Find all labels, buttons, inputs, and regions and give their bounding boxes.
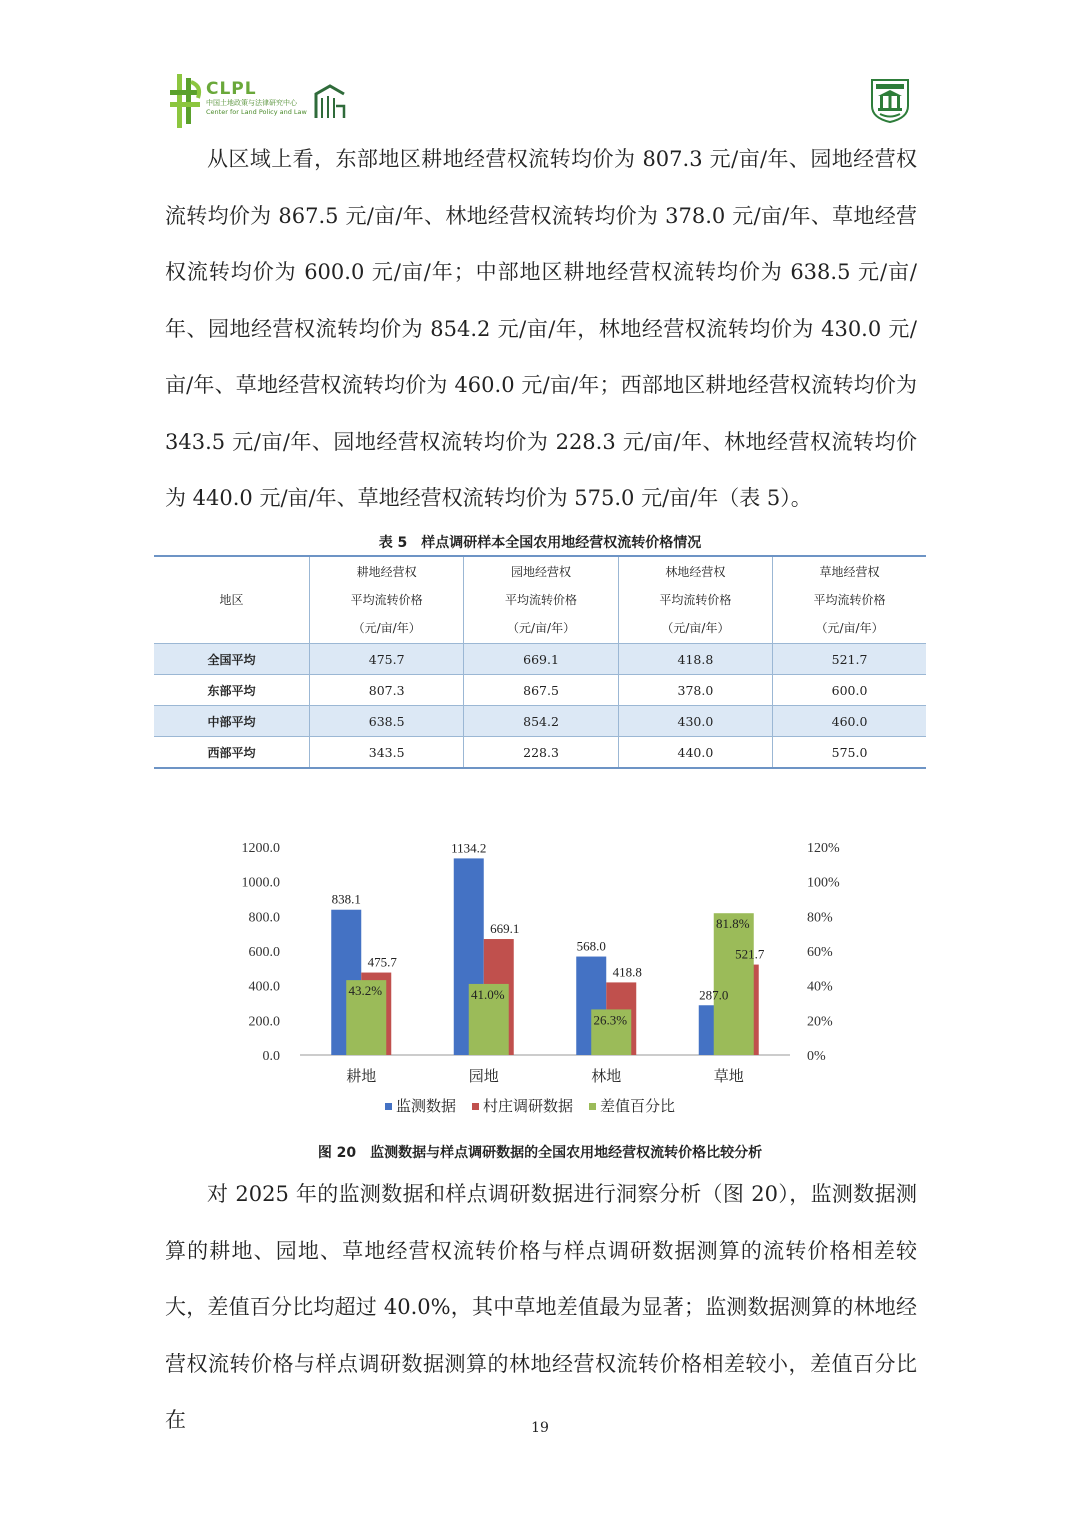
column-header: [773, 556, 926, 644]
comparison-bar-chart: [225, 830, 865, 1130]
table-cell: 430.0: [618, 706, 772, 737]
y-tick-label: 0.0: [262, 1049, 280, 1064]
table-row: [154, 644, 926, 675]
building-logo-icon: [314, 82, 346, 120]
clpl-emblem-icon: [168, 72, 204, 130]
table-cell: 854.2: [464, 706, 618, 737]
data-label: 669.1: [490, 921, 520, 937]
table-cell: 669.1: [464, 644, 618, 675]
y-tick-label: 200.0: [248, 1014, 280, 1030]
data-label: 568.0: [576, 938, 606, 954]
column-header: [618, 556, 772, 644]
legend-swatch: [472, 1103, 479, 1110]
x-tick-label: 耕地: [346, 1067, 377, 1085]
data-label: 1134.2: [451, 840, 487, 856]
y2-tick-label: 20%: [807, 1014, 833, 1030]
column-header: [464, 556, 618, 644]
data-label: 475.7: [367, 954, 397, 970]
y-tick-label: 800.0: [248, 910, 280, 926]
table-cell: 378.0: [618, 675, 772, 706]
table-cell: 867.5: [464, 675, 618, 706]
table-cell: 638.5: [310, 706, 464, 737]
y2-tick-label: 60%: [807, 945, 833, 960]
table-row: [154, 737, 926, 769]
logo-cn-name: 中国土地政策与法律研究中心: [206, 99, 297, 107]
table-header-row: [154, 556, 926, 644]
data-label: 26.3%: [593, 1012, 628, 1028]
table-row: [154, 675, 926, 706]
intro-paragraph: [165, 131, 917, 527]
legend-swatch: [385, 1103, 392, 1110]
x-tick-label: 园地: [468, 1067, 499, 1085]
data-label: 287.0: [699, 987, 729, 1003]
table-cell: 521.7: [773, 644, 926, 675]
intro-text: 从区域上看，东部地区耕地经营权流转均价为 807.3 元/亩/年、园地经营权流转均价为 867.5 元/亩/年、林地经营权流转均价为 378.0 元/亩/年、草地经营权流转均价为 600.0 元/亩/年；中部地区耕地经营权流转均价为 638.5 元/亩/年、园地经营权流转均价为 854.2 元/亩/年，林地经营权流转均价为 430.0 元/亩/年、草地经营权流转均价为 460.0 元/亩/年；西部地区耕地经营权流转均价为 343.5 元/亩/年、园地经营权流转均价为 228.3 元/亩/年、林地经营权流转均价为 440.0 元/亩/年、草地经营权流转均价为 575.0 元/亩/年（表 5）。: [165, 147, 917, 510]
column-header-line: 平均流转价格: [813, 593, 886, 607]
y-tick-label: 1200.0: [241, 841, 280, 856]
column-header-line: 园地经营权: [511, 565, 572, 579]
column-header: [310, 556, 464, 644]
row-label: 东部平均: [154, 675, 310, 706]
table-cell: 418.8: [618, 644, 772, 675]
data-label: 418.8: [612, 964, 642, 980]
data-label: 41.0%: [470, 986, 505, 1002]
analysis-paragraph: [165, 1166, 917, 1449]
y2-tick-label: 120%: [807, 841, 840, 856]
table-row: [154, 706, 926, 737]
bar-差值百分比: [714, 913, 754, 1055]
y2-tick-label: 0%: [807, 1049, 826, 1064]
y-tick-label: 600.0: [248, 945, 280, 960]
column-header-line: 林地经营权: [665, 565, 726, 579]
x-tick-label: 草地: [713, 1067, 744, 1085]
column-header-line: 平均流转价格: [505, 593, 578, 607]
row-label: 西部平均: [154, 737, 310, 769]
price-table: [154, 555, 926, 769]
table-cell: 440.0: [618, 737, 772, 769]
table-cell: 575.0: [773, 737, 926, 769]
row-label: 全国平均: [154, 644, 310, 675]
column-header-line: 平均流转价格: [659, 593, 732, 607]
column-header-line: （元/亩/年）: [661, 621, 730, 635]
legend-label: 监测数据: [396, 1097, 457, 1115]
column-header-line: （元/亩/年）: [352, 621, 421, 635]
data-label: 838.1: [331, 891, 361, 907]
analysis-text: 对 2025 年的监测数据和样点调研数据进行洞察分析（图 20），监测数据测算的耕地、园地、草地经营权流转价格与样点调研数据测算的流转价格相差较大，差值百分比均超过 40.0%，其中草地差值最为显著；监测数据测算的林地经营权流转价格与样点调研数据测算的林地经营权流转价格相差较小，差值百分比在: [165, 1182, 917, 1432]
page-number: 19: [531, 1420, 549, 1436]
column-header-line: 耕地经营权: [356, 565, 417, 579]
legend-label: 差值百分比: [600, 1097, 676, 1115]
row-label: 中部平均: [154, 706, 310, 737]
table-cell: 460.0: [773, 706, 926, 737]
logo-title: CLPL: [206, 79, 257, 99]
legend-label: 村庄调研数据: [483, 1097, 574, 1115]
data-label: 43.2%: [348, 983, 383, 999]
y-tick-label: 400.0: [248, 979, 280, 995]
column-header-line: （元/亩/年）: [815, 621, 884, 635]
x-tick-label: 林地: [591, 1067, 622, 1085]
university-emblem-icon: [866, 76, 914, 124]
table-caption: 表 5 样点调研样本全国农用地经营权流转价格情况: [378, 535, 702, 551]
legend-swatch: [589, 1103, 596, 1110]
table-cell: 343.5: [310, 737, 464, 769]
clpl-logo: [168, 72, 358, 132]
y2-tick-label: 40%: [807, 979, 833, 995]
page-header: [0, 0, 1080, 140]
region-header: 地区: [154, 556, 310, 644]
column-header-line: 平均流转价格: [350, 593, 423, 607]
y2-tick-label: 80%: [807, 910, 833, 926]
data-label: 81.8%: [715, 916, 750, 932]
logo-en-name: Center for Land Policy and Law: [206, 108, 307, 116]
table-cell: 600.0: [773, 675, 926, 706]
figure-caption: 图 20 监测数据与样点调研数据的全国农用地经营权流转价格比较分析: [317, 1145, 763, 1161]
table-cell: 475.7: [310, 644, 464, 675]
column-header-line: 草地经营权: [819, 565, 880, 579]
data-label: 521.7: [735, 946, 765, 962]
table-cell: 228.3: [464, 737, 618, 769]
column-header-line: （元/亩/年）: [507, 621, 576, 635]
y-tick-label: 1000.0: [241, 875, 280, 891]
table-cell: 807.3: [310, 675, 464, 706]
y2-tick-label: 100%: [807, 875, 840, 891]
